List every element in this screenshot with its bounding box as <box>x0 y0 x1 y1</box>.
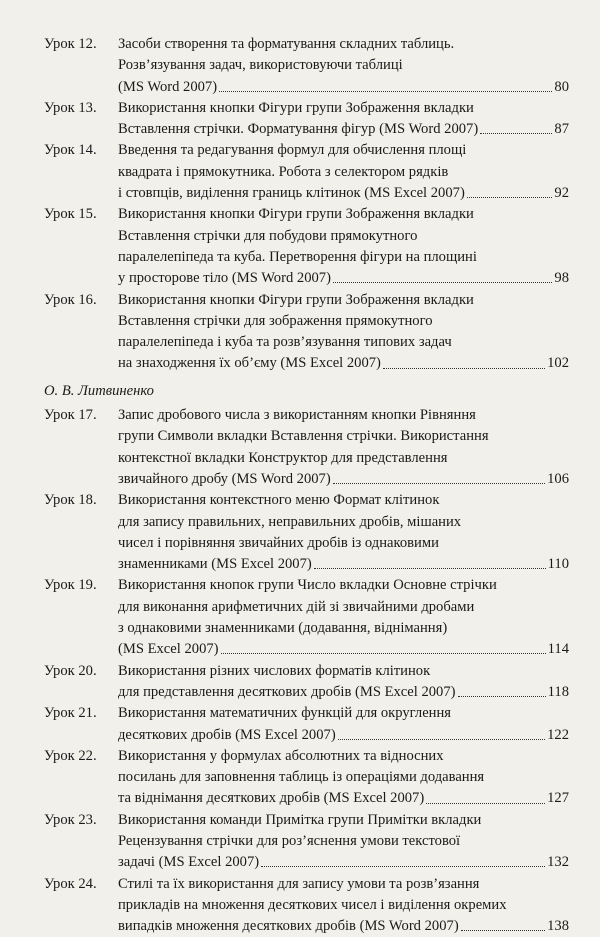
toc-entry[interactable] <box>44 290 569 375</box>
title-last-line <box>118 353 569 374</box>
lesson-number: Урок 20. <box>44 662 97 679</box>
toc-entry[interactable] <box>44 204 569 289</box>
toc-entry[interactable] <box>44 34 569 98</box>
page-number: 80 <box>554 78 569 95</box>
lesson-number: Урок 18. <box>44 492 97 509</box>
lesson-title <box>44 661 569 704</box>
toc-entry[interactable] <box>44 575 569 660</box>
lesson-title <box>44 575 569 660</box>
title-line: для запису правильних, неправильних дробів, мішаних <box>118 513 462 530</box>
dot-leader <box>383 368 545 369</box>
dot-leader <box>314 568 546 569</box>
title-last-line <box>118 469 569 490</box>
lesson-title <box>44 703 569 746</box>
title-line: контекстної вкладки Конструктор для представлення <box>118 449 448 466</box>
page-number: 110 <box>547 556 569 573</box>
title-line: на знаходження їх об’єму (MS Excel 2007) <box>118 355 381 372</box>
page-number: 122 <box>547 726 569 743</box>
title-line: Розв’язування задач, використовуючи таблиці <box>118 57 403 74</box>
title-line: Засоби створення та форматування складних таблиць. <box>118 36 455 52</box>
title-line: та віднімання десяткових дробів (MS Excel 2007) <box>118 790 425 807</box>
toc-entry[interactable] <box>44 810 569 874</box>
title-line: Рецензування стрічки для роз’яснення умови текстової <box>118 832 461 849</box>
title-line: і стовпців, виділення границь клітинок (MS Excel 2007) <box>118 185 465 202</box>
dot-leader <box>261 866 545 867</box>
title-line: Запис дробового числа з використанням кнопки Рівняння <box>118 407 476 424</box>
title-last-line <box>118 554 569 575</box>
title-line: Використання кнопки Фігури групи Зображення вкладки <box>118 291 474 308</box>
lesson-title <box>44 490 569 575</box>
title-line: звичайного дробу (MS Word 2007) <box>118 470 331 487</box>
lesson-number: Урок 12. <box>44 36 97 52</box>
dot-leader <box>219 91 552 92</box>
lesson-title <box>44 746 569 810</box>
dot-leader <box>221 653 546 654</box>
title-line: прикладів на множення десяткових чисел і виділення окремих <box>118 896 507 913</box>
title-line: Використання математичних функцій для округлення <box>118 705 452 722</box>
author-name: О. В. Литвиненко <box>44 382 154 399</box>
lessons-group-b <box>0 405 600 937</box>
title-line: (MS Word 2007) <box>118 78 218 95</box>
lesson-number: Урок 21. <box>44 705 97 722</box>
title-last-line <box>118 119 569 140</box>
title-last-line <box>118 682 569 703</box>
title-line: Використання у формулах абсолютних та відносних <box>118 747 444 764</box>
toc-entry[interactable] <box>44 490 569 575</box>
title-last-line <box>118 268 569 289</box>
dot-leader <box>333 483 545 484</box>
page-number: 106 <box>547 470 569 487</box>
title-last-line <box>118 639 569 660</box>
toc-entry[interactable] <box>44 661 569 704</box>
title-line: Використання контекстного меню Формат клітинок <box>118 492 440 509</box>
lesson-number: Урок 17. <box>44 407 97 424</box>
lesson-number: Урок 15. <box>44 206 97 223</box>
title-line: паралелепіпеда та куба. Перетворення фігури на площині <box>118 248 477 265</box>
lesson-title <box>44 405 569 490</box>
table-of-contents <box>0 34 600 937</box>
lesson-number: Урок 23. <box>44 811 97 828</box>
dot-leader <box>458 696 546 697</box>
title-line: чисел і порівняння звичайних дробів із однаковими <box>118 534 439 551</box>
title-line: знаменниками (MS Excel 2007) <box>118 556 312 573</box>
dot-leader <box>338 739 545 740</box>
page-number: 118 <box>547 683 569 700</box>
lesson-number: Урок 22. <box>44 747 97 764</box>
title-last-line <box>118 77 569 98</box>
title-line: посилань для заповнення таблиць із операціями додавання <box>118 769 485 786</box>
title-last-line <box>118 725 569 746</box>
lesson-title <box>44 34 569 98</box>
title-line: задачі (MS Excel 2007) <box>118 854 260 871</box>
title-line: Використання кнопок групи Число вкладки Основне стрічки <box>118 577 497 594</box>
title-line: десяткових дробів (MS Excel 2007) <box>118 726 336 743</box>
title-line: з однаковими знаменниками (додавання, віднімання) <box>118 620 448 637</box>
toc-entry[interactable] <box>44 703 569 746</box>
dot-leader <box>461 930 545 931</box>
title-line: для представлення десяткових дробів (MS Excel 2007) <box>118 683 456 700</box>
title-line: Використання кнопки Фігури групи Зображення вкладки <box>118 206 474 223</box>
title-line: Вставлення стрічки. Форматування фігур (MS Word 2007) <box>118 121 479 138</box>
title-last-line <box>118 183 569 204</box>
title-last-line <box>118 788 569 809</box>
title-line: групи Символи вкладки Вставлення стрічки. Використання <box>118 428 489 445</box>
lesson-title <box>44 290 569 375</box>
dot-leader <box>467 197 553 198</box>
title-line: Вставлення стрічки для зображення прямокутного <box>118 312 433 329</box>
title-line: Стилі та їх використання для запису умови та розв’язання <box>118 875 480 892</box>
title-line: Введення та редагування формул для обчислення площі <box>118 142 467 159</box>
lessons-group-a <box>0 34 600 375</box>
page-number: 102 <box>547 355 569 372</box>
dot-leader <box>426 803 545 804</box>
lesson-title <box>44 204 569 289</box>
page-number: 138 <box>547 918 569 935</box>
page-number: 98 <box>554 270 569 287</box>
lesson-number: Урок 19. <box>44 577 97 594</box>
title-line: Вставлення стрічки для побудови прямокутного <box>118 227 418 244</box>
title-last-line <box>118 916 569 937</box>
title-last-line <box>118 852 569 873</box>
page-number: 132 <box>547 854 569 871</box>
title-line: Використання різних числових форматів клітинок <box>118 662 431 679</box>
lesson-title <box>44 874 569 937</box>
title-line: Використання команди Примітка групи Примітки вкладки <box>118 811 482 828</box>
title-line: паралелепіпеда і куба та розв’язування типових задач <box>118 334 452 351</box>
dot-leader <box>333 282 552 283</box>
title-line: (MS Excel 2007) <box>118 641 219 658</box>
lesson-number: Урок 24. <box>44 875 97 892</box>
title-line: випадків множення десяткових дробів (MS Word 2007) <box>118 918 459 935</box>
toc-entry[interactable] <box>44 746 569 810</box>
title-line: квадрата і прямокутника. Робота з селектором рядків <box>118 163 449 180</box>
lesson-title <box>44 98 569 141</box>
lesson-title <box>44 810 569 874</box>
page-number: 127 <box>547 790 569 807</box>
dot-leader <box>480 133 552 134</box>
toc-entry[interactable] <box>44 140 569 204</box>
lesson-number: Урок 13. <box>44 99 97 116</box>
page-number: 92 <box>554 185 569 202</box>
toc-entry[interactable] <box>44 405 569 490</box>
lesson-title <box>44 140 569 204</box>
title-line: Використання кнопки Фігури групи Зображення вкладки <box>118 99 474 116</box>
toc-entry[interactable] <box>44 98 569 141</box>
title-line: для виконання арифметичних дій зі звичайними дробами <box>118 598 475 615</box>
title-line: у просторове тіло (MS Word 2007) <box>118 270 331 287</box>
page-number: 114 <box>547 641 569 658</box>
lesson-number: Урок 16. <box>44 291 97 308</box>
toc-entry[interactable] <box>44 874 569 937</box>
page-number: 87 <box>554 121 569 138</box>
lesson-number: Урок 14. <box>44 142 97 159</box>
